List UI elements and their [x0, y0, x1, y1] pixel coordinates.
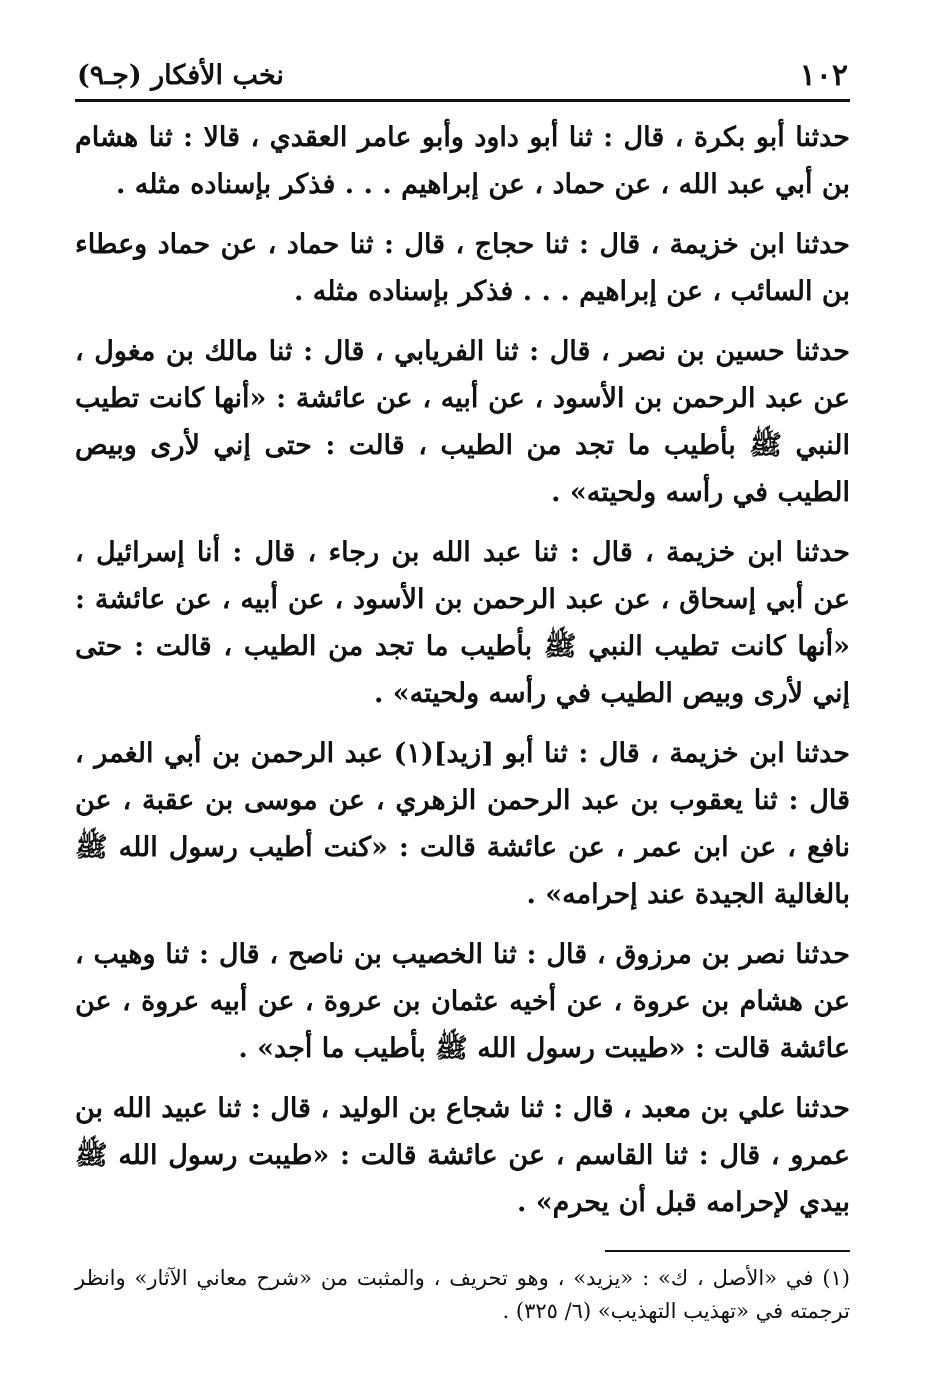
page-number: ١٠٢ [799, 58, 848, 93]
book-page [75, 50, 850, 1350]
hadith-paragraph-2: حدثنا ابن خزيمة ، قال : ثنا حجاج ، قال : ثنا حماد ، عن حماد وعطاء بن السائب ، عن إبراهيم . . . فذكر بإسناده مثله . [75, 229, 850, 307]
running-title: نخب الأفكار (جـ٩) [77, 60, 284, 91]
main-text [75, 114, 850, 1226]
hadith-paragraph-6: حدثنا نصر بن مرزوق ، قال : ثنا الخصيب بن ناصح ، قال : ثنا وهيب ، عن هشام بن عروة ، عن أخيه عثمان بن عروة ، عن أبيه عروة ، عن عائشة قالت : «طيبت رسول الله ﷺ بأطيب ما أجد» . [75, 939, 850, 1064]
page-header [75, 50, 850, 102]
hadith-paragraph-3: حدثنا حسين بن نصر ، قال : ثنا الفريابي ، قال : ثنا مالك بن مغول ، عن عبد الرحمن بن الأسود ، عن أبيه ، عن عائشة : «أنها كانت تطيب النبي ﷺ بأطيب ما تجد من الطيب ، قالت : حتى إني لأرى وبيص الطيب في رأسه ولحيته» . [75, 336, 850, 508]
footnote: (١) في «الأصل ، ك» : «يزيد» ، وهو تحريف ، والمثبت من «شرح معاني الآثار» وانظر ترجمته في «تهذيب التهذيب» (٦/ ٣٢٥) . [75, 1266, 850, 1323]
hadith-paragraph-5: حدثنا ابن خزيمة ، قال : ثنا أبو [زيد](١) عبد الرحمن بن أبي الغمر ، قال : ثنا يعقوب بن عبد الرحمن الزهري ، عن موسى بن عقبة ، عن نافع ، عن ابن عمر ، عن عائشة قالت : «كنت أطيب رسول الله ﷺ بالغالية الجيدة عند إحرامه» . [75, 738, 850, 910]
footnote-divider [605, 1250, 850, 1252]
hadith-paragraph-7: حدثنا علي بن معبد ، قال : ثنا شجاع بن الوليد ، قال : ثنا عبيد الله بن عمرو ، قال : ثنا القاسم ، عن عائشة قالت : «طيبت رسول الله ﷺ بيدي لإحرامه قبل أن يحرم» . [75, 1093, 850, 1218]
hadith-paragraph-4: حدثنا ابن خزيمة ، قال : ثنا عبد الله بن رجاء ، قال : أنا إسرائيل ، عن أبي إسحاق ، عن عبد الرحمن بن الأسود ، عن أبيه ، عن عائشة : «أنها كانت تطيب النبي ﷺ بأطيب ما تجد من الطيب ، قالت : حتى إني لأرى وبيص الطيب في رأسه ولحيته» . [75, 537, 850, 709]
hadith-paragraph-1: حدثنا أبو بكرة ، قال : ثنا أبو داود وأبو عامر العقدي ، قالا : ثنا هشام بن أبي عبد الله ، عن حماد ، عن إبراهيم . . . فذكر بإسناده مثله . [75, 122, 850, 200]
